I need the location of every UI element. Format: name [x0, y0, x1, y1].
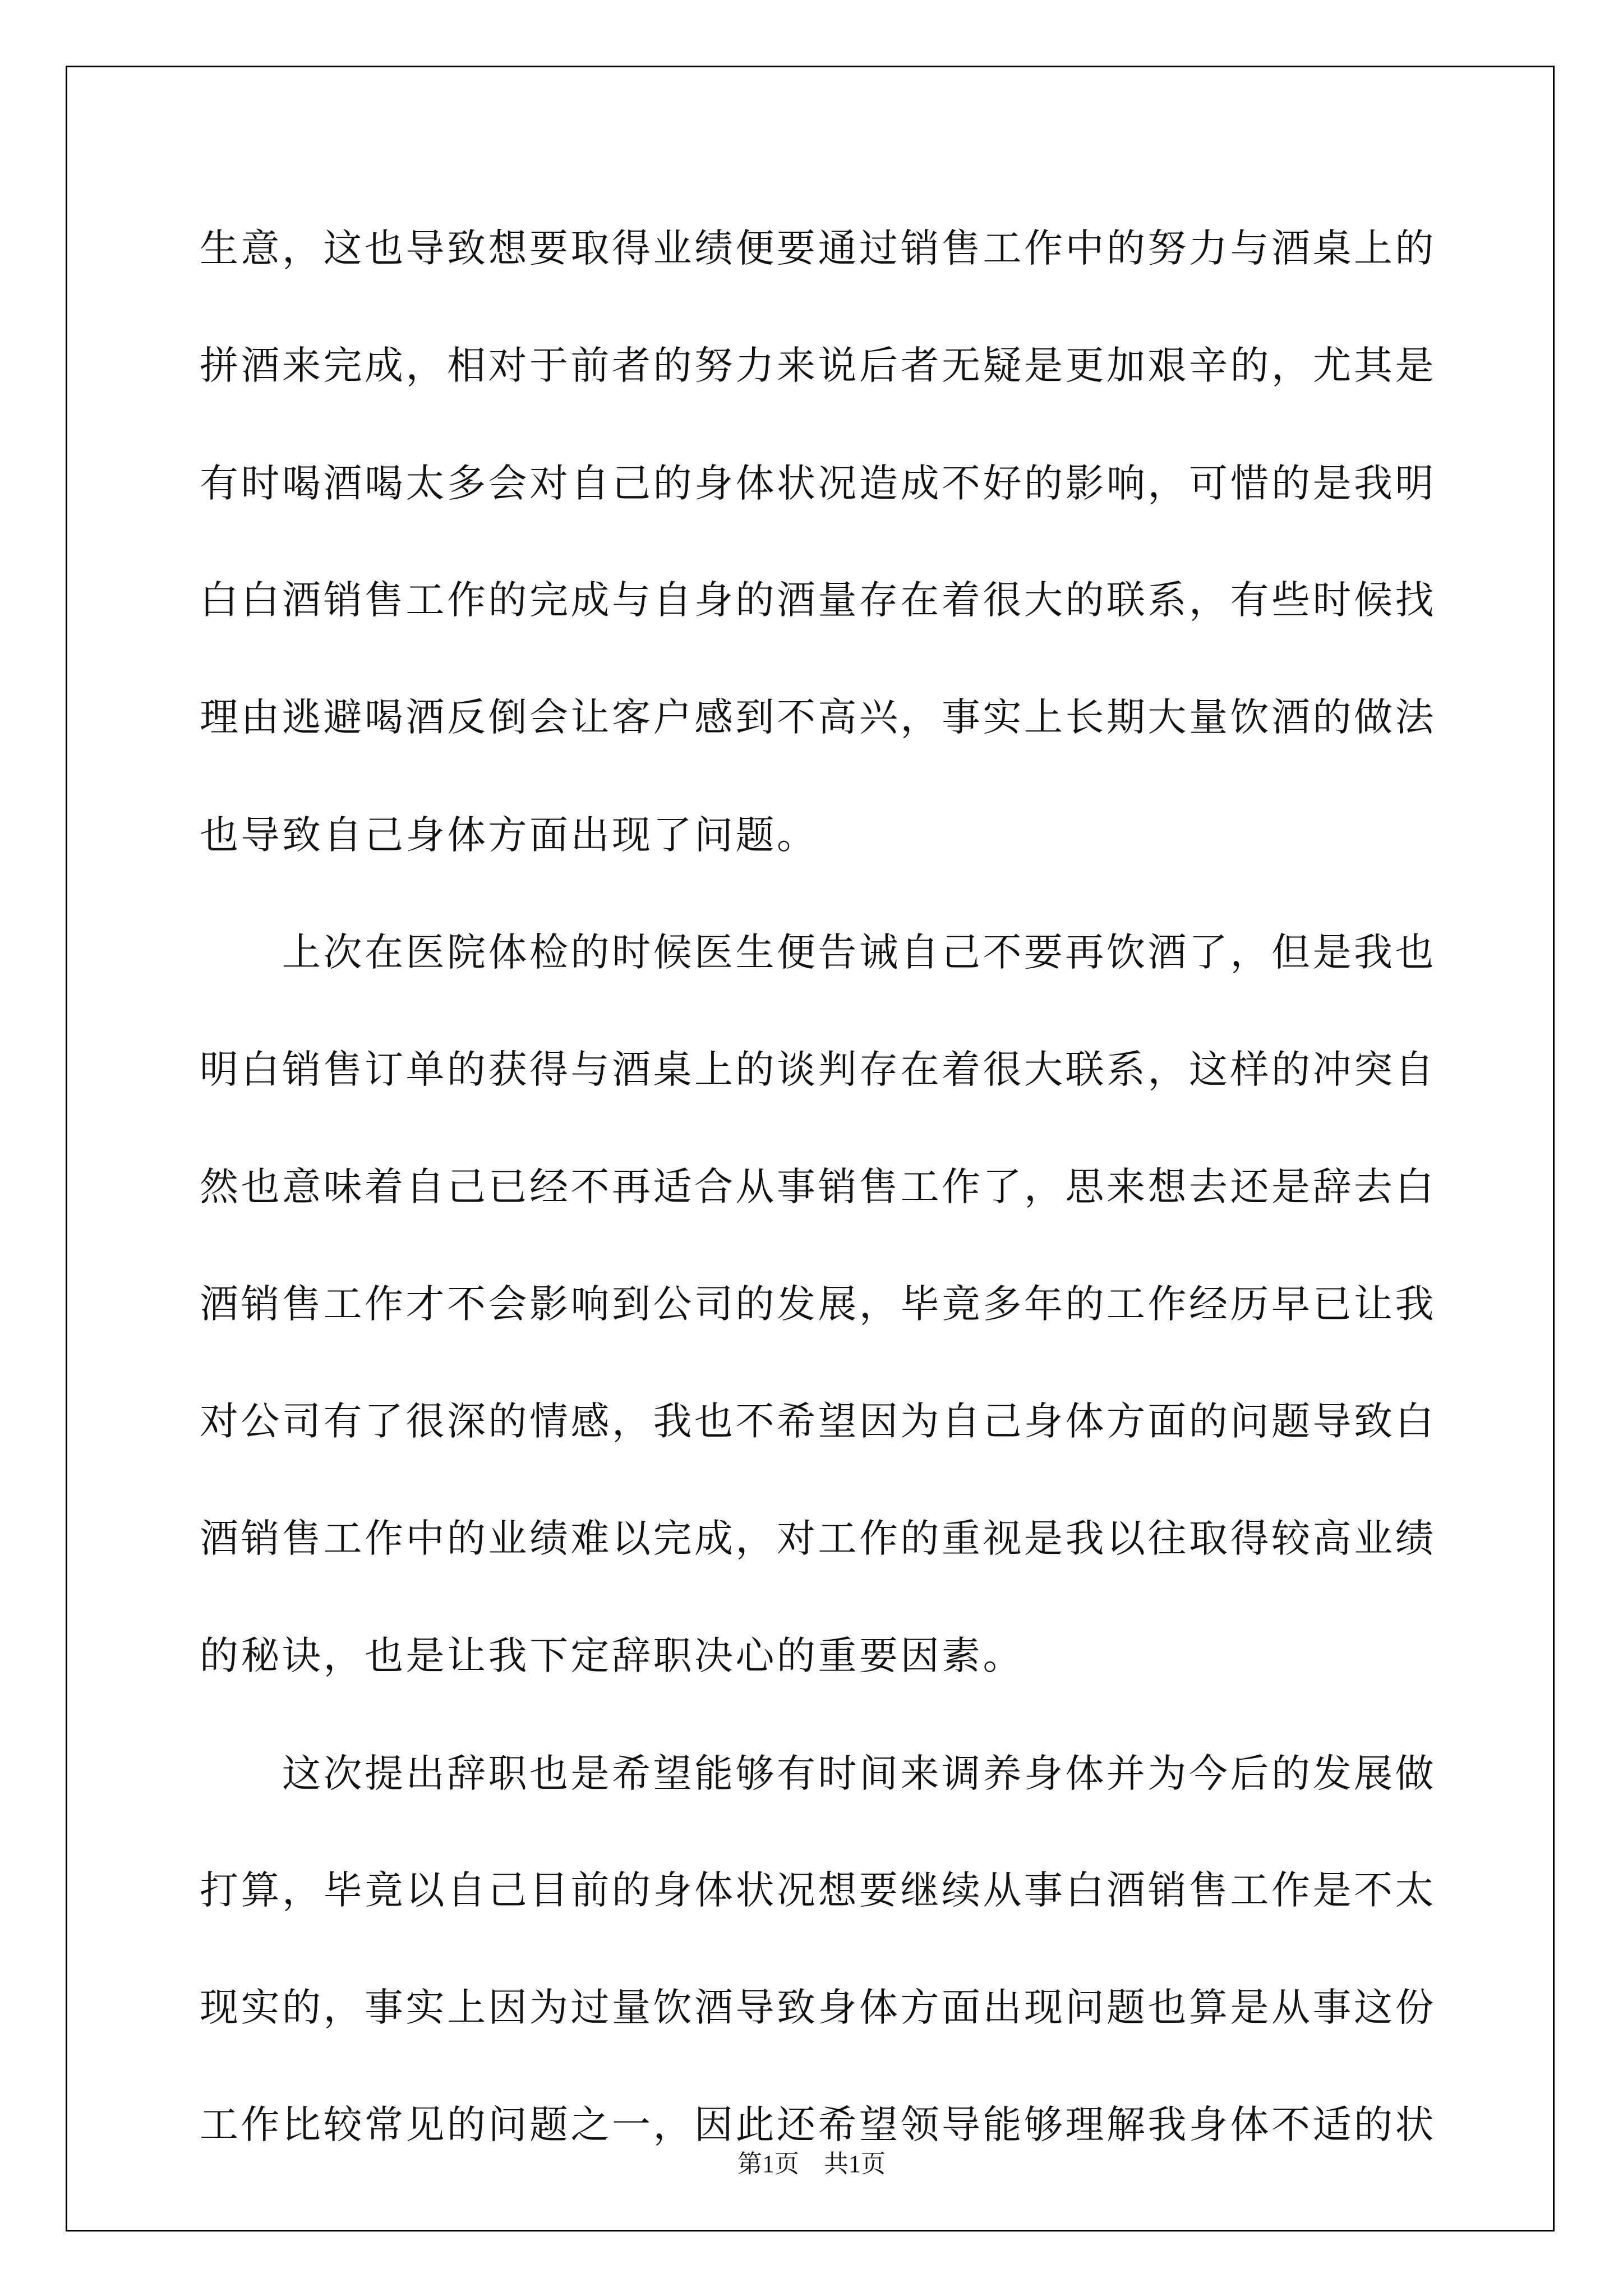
text-line: 的秘诀，也是让我下定辞职决心的重要因素。 [200, 1634, 1024, 1678]
text-line: 酒销售工作中的业绩难以完成，对工作的重视是我以往取得较高业绩 [200, 1516, 1436, 1561]
text-line: 然也意味着自己已经不再适合从事销售工作了，思来想去还是辞去白 [200, 1165, 1436, 1209]
text-line: 对公司有了很深的情感，我也不希望因为自己身体方面的问题导致白 [200, 1399, 1436, 1444]
text-line: 拼酒来完成，相对于前者的努力来说后者无疑是更加艰辛的，尤其是 [200, 343, 1436, 388]
text-line: 生意，这也导致想要取得业绩便要通过销售工作中的努力与酒桌上的 [200, 226, 1436, 271]
text-line: 这次提出辞职也是希望能够有时间来调养身体并为今后的发展做 [200, 1751, 1436, 1796]
text-line: 也导致自己身体方面出现了问题。 [200, 813, 818, 858]
text-line: 现实的，事实上因为过量饮酒导致身体方面出现问题也算是从事这份 [200, 1985, 1436, 2030]
text-line: 白白酒销售工作的完成与自身的酒量存在着很大的联系，有些时候找 [200, 578, 1436, 623]
text-line: 酒销售工作才不会影响到公司的发展，毕竟多年的工作经历早已让我 [200, 1282, 1436, 1327]
page-footer [0, 2148, 1623, 2180]
text-line: 打算，毕竟以自己目前的身体状况想要继续从事白酒销售工作是不太 [200, 1868, 1436, 1913]
page-number: 第1页 [737, 2150, 799, 2178]
text-line: 明白销售订单的获得与酒桌上的谈判存在着很大联系，这样的冲突自 [200, 1047, 1436, 1092]
page-total: 共1页 [824, 2150, 886, 2178]
text-line: 理由逃避喝酒反倒会让客户感到不高兴，事实上长期大量饮酒的做法 [200, 695, 1436, 740]
text-line: 工作比较常见的问题之一，因此还希望领导能够理解我身体不适的状 [200, 2102, 1436, 2147]
text-line: 上次在医院体检的时候医生便告诫自己不要再饮酒了，但是我也 [200, 930, 1436, 975]
text-line: 有时喝酒喝太多会对自己的身体状况造成不好的影响，可惜的是我明 [200, 461, 1436, 506]
